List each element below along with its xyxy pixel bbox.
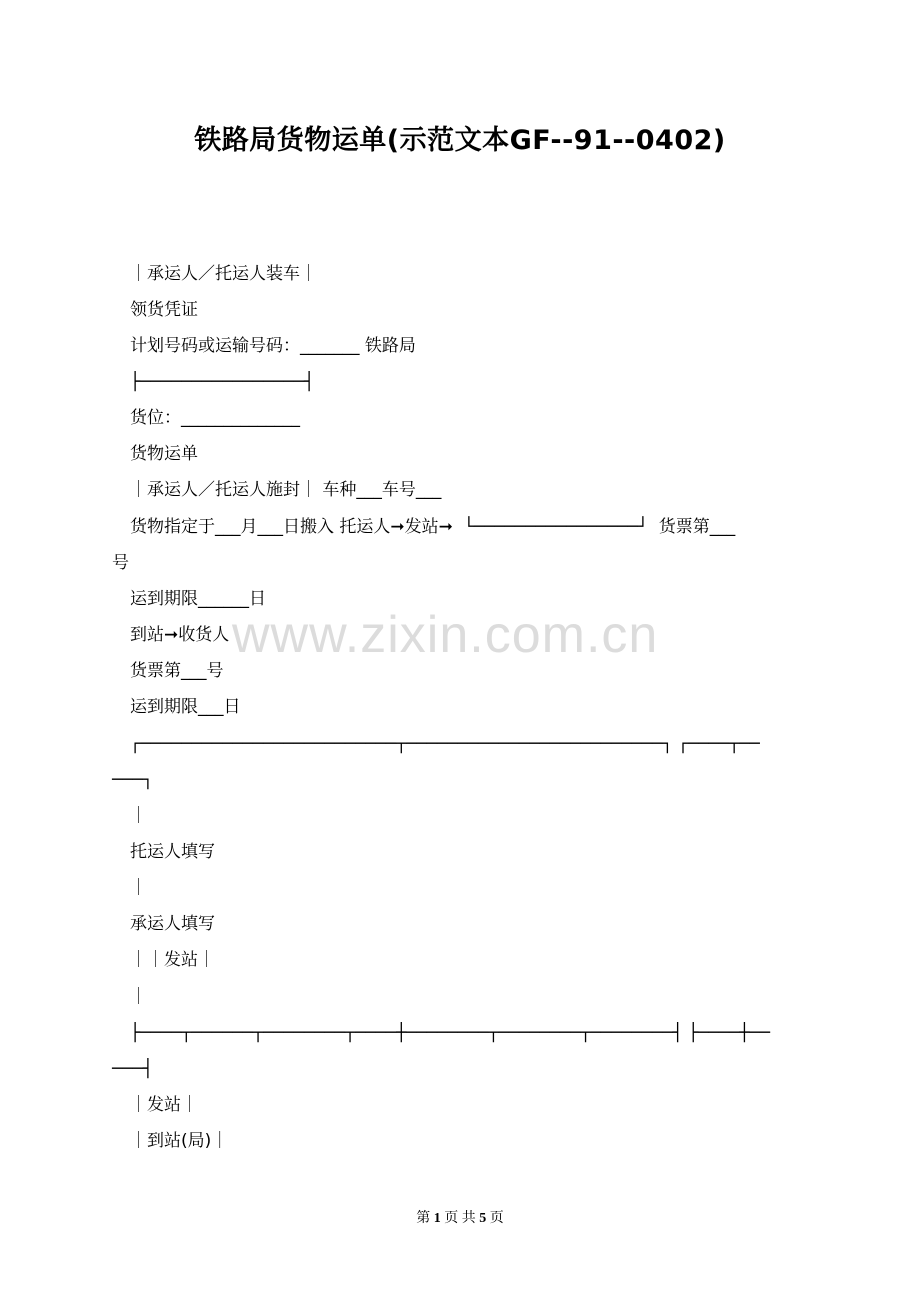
text-line: 运到期限______日 [130,589,266,609]
document-title: 铁路局货物运单(示范文本GF--91--0402) [194,125,726,156]
table-border-line: ├────────────────┤ [130,372,315,392]
table-border-line: ───┤ [112,1059,153,1079]
text-line: 托运人填写 [130,842,215,862]
text-line: 号 [112,553,129,573]
text-line: 货票第___号 [130,661,224,681]
text-line: ｜承运人／托运人施封｜ 车种___车号___ [130,480,442,500]
text-line: 领货凭证 [130,300,198,320]
footer-middle: 页 共 [444,1211,476,1226]
text-line: 货物指定于___月___日搬入 托运人➞发站➞ └────────────────┘ 货票第___ [130,517,736,537]
text-line: ｜｜发站｜ [130,950,215,970]
text-line: ｜到站(局)｜ [130,1131,229,1151]
watermark: www.zixin.com.cn [232,606,659,664]
footer-prefix: 第 [416,1211,431,1226]
text-line: 运到期限___日 [130,697,241,717]
total-page-count: 5 [479,1211,487,1226]
current-page-number: 1 [433,1211,441,1226]
table-border-line: ┌─────────────────────────┬─────────────────────────┐ ┌────┬── [130,734,760,754]
text-line: 承运人填写 [130,914,215,934]
footer-suffix: 页 [489,1211,504,1226]
text-line: ｜ [130,806,147,826]
text-line: 计划号码或运输号码：_______ 铁路局 [130,336,416,356]
table-border-line: ───┐ [112,770,153,790]
text-line: ｜ [130,878,147,898]
text-line: ｜承运人／托运人装车｜ [130,264,317,284]
text-line: ｜ [130,987,147,1007]
text-line: ｜发站｜ [130,1095,198,1115]
text-line: 货位：______________ [130,408,300,428]
table-border-line: ├────┬──────┬────────┬────┼────────┬────────┬────────┤ ├────┼── [130,1023,770,1043]
text-line: 到站➞收货人 [130,625,230,645]
page-footer [0,1207,920,1227]
text-line: 货物运单 [130,444,198,464]
